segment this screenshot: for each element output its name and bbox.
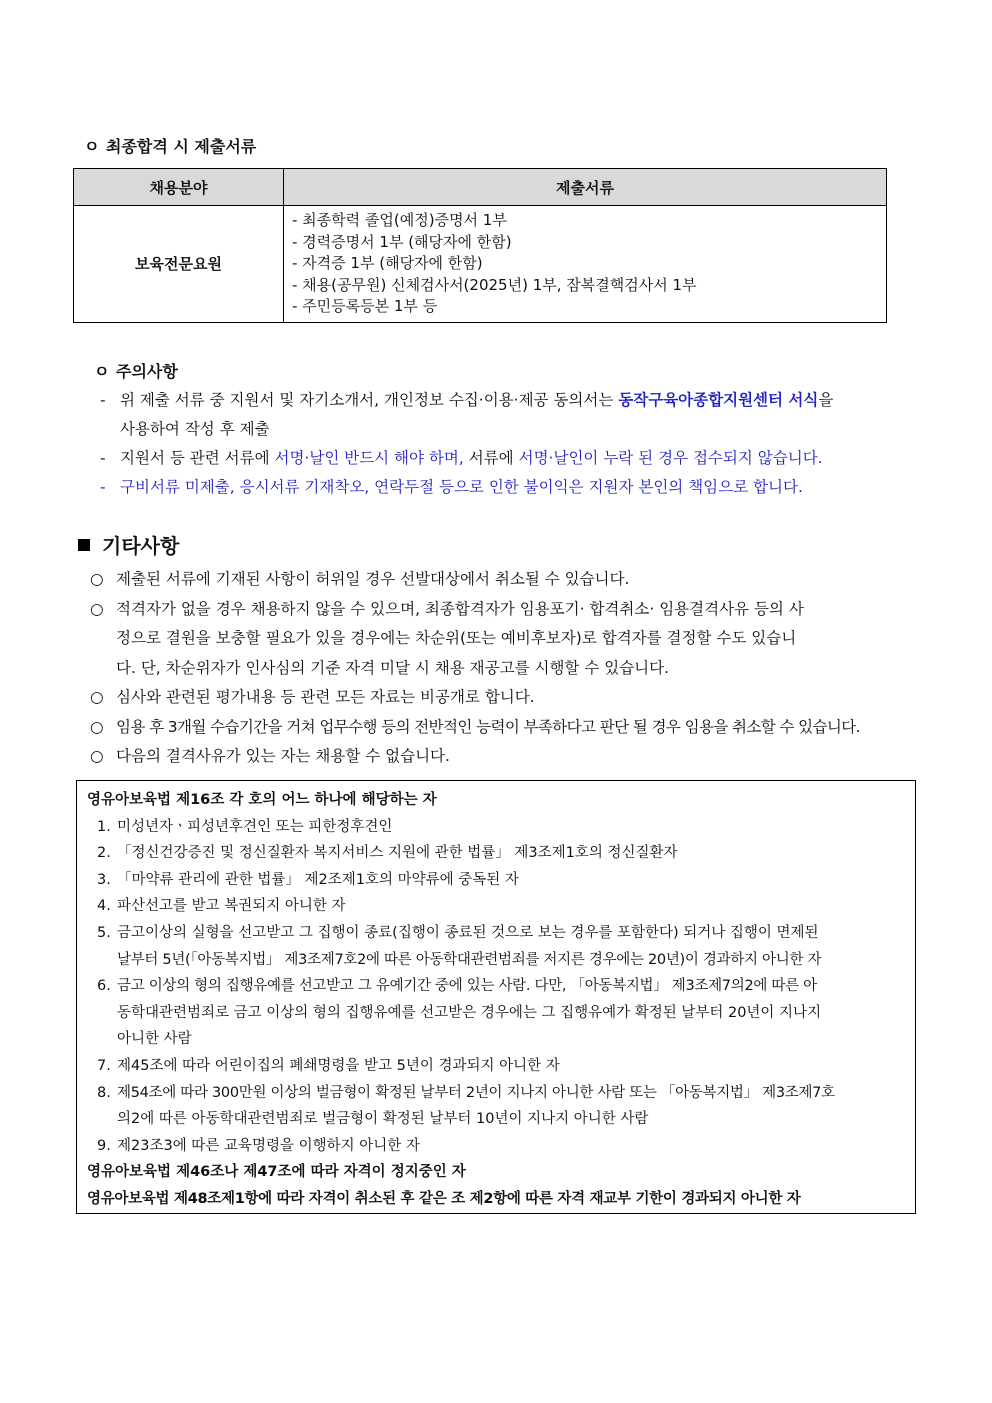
etc-text: 다. 단, 차순위자가 인사심의 기준 자격 미달 시 채용 재공고를 시행할 수 있습니다. xyxy=(116,658,670,677)
caution-text: 지원서 등 관련 서류에 xyxy=(120,449,275,467)
document-item: - 최종학력 졸업(예정)증명서 1부 xyxy=(292,211,507,229)
item-text: 미성년자ㆍ피성년후견인 또는 피한정후견인 xyxy=(117,818,393,835)
etc-heading xyxy=(78,530,179,559)
item-text: 파산선고를 받고 복권되지 아니한 자 xyxy=(117,898,346,915)
dash-marker: - xyxy=(100,449,106,467)
final-docs-heading xyxy=(84,134,256,157)
caution-highlight: 서명·날인 반드시 해야 하며, xyxy=(274,449,464,467)
item-text: 제54조에 따라 300만원 이상의 벌금형이 확정된 날부터 2년이 지나지 아니한 사람 또는 「아동복지법」 제3조제7호 xyxy=(117,1084,835,1101)
circle-bullet-icon: ○ xyxy=(90,688,104,706)
circle-bullet-icon: ○ xyxy=(90,747,104,765)
list-item xyxy=(87,973,905,1053)
document-item: - 채용(공무원) 신체검사서(2025년) 1부, 잠복결핵검사서 1부 xyxy=(292,275,697,294)
circle-bullet-icon: ○ xyxy=(90,599,104,618)
list-item xyxy=(87,1053,905,1080)
etc-text: 정으로 결원을 보충할 필요가 있을 경우에는 차순위(또는 예비후보자)로 합격자를 결정할 수도 있습니 xyxy=(116,629,797,647)
etc-item xyxy=(90,595,922,684)
item-text: 금고이상의 실형을 선고받고 그 집행이 종료(집행이 종료된 것으로 보는 경우를 포함한다) 되거나 집행이 면제된 xyxy=(117,924,819,941)
item-text: 의2에 따른 아동학대관련범죄로 벌금형이 확정된 날부터 10년이 지나지 아니한 사람 xyxy=(117,1111,649,1128)
disqualification-footer: 영유아보육법 제48조제1항에 따라 자격이 취소된 후 같은 조 제2항에 따른 자격 재교부 기한이 경과되지 아니한 자 xyxy=(87,1190,801,1207)
item-text: 금고 이상의 형의 집행유예를 선고받고 그 유예기간 중에 있는 사람. 다만, 「아동복지법」 제3조제7의2에 따른 아 xyxy=(117,978,817,995)
item-text: 아니한 사람 xyxy=(117,1031,192,1048)
item-text: 날부터 5년(「아동복지법」 제3조제7호2에 따른 아동학대관련범죄를 저지른 경우에는 20년)이 경과하지 아니한 자 xyxy=(117,951,822,968)
caution-highlight: 동작구육아종합지원센터 서식 xyxy=(618,391,819,409)
document-item: - 경력증명서 1부 (해당자에 한함) xyxy=(292,232,512,251)
etc-text: 임용 후 3개월 수습기간을 거쳐 업무수행 등의 전반적인 능력이 부족하다고 판단 될 경우 임용을 취소할 수 있습니다. xyxy=(116,717,860,736)
etc-text: 다음의 결격사유가 있는 자는 채용할 수 없습니다. xyxy=(116,747,450,765)
caution-text: 서류에 xyxy=(463,449,519,467)
document-item: - 주민등록등본 1부 등 xyxy=(292,297,438,315)
final-docs-heading-text: 최종합격 시 제출서류 xyxy=(106,137,257,156)
caution-heading-text: 주의사항 xyxy=(116,362,178,381)
item-number: 3. xyxy=(97,871,111,888)
item-text: 「마약류 관리에 관한 법률」 제2조제1호의 마약류에 중독된 자 xyxy=(117,871,519,888)
disqualification-heading: 영유아보육법 제16조 각 호의 어느 하나에 해당하는 자 xyxy=(87,792,437,808)
list-item xyxy=(87,920,905,973)
square-bullet-icon xyxy=(78,539,90,551)
item-number: 1. xyxy=(97,818,111,835)
list-item xyxy=(87,1080,905,1133)
dash-marker: - xyxy=(100,391,106,409)
item-number: 7. xyxy=(97,1057,111,1074)
list-item xyxy=(87,814,905,841)
caution-item xyxy=(100,473,915,502)
item-number: 9. xyxy=(97,1137,111,1154)
item-text: 제45조에 따라 어린이집의 폐쇄명령을 받고 5년이 경과되지 아니한 자 xyxy=(117,1057,560,1074)
etc-list xyxy=(90,565,922,772)
circle-bullet-icon: ○ xyxy=(90,717,104,736)
caution-text: 위 제출 서류 중 지원서 및 자기소개서, 개인정보 수집·이용·제공 동의서는 xyxy=(120,391,619,409)
caution-text: 구비서류 미제출, 응시서류 기재착오, 연락두절 등으로 인한 불이익은 지원자 본인의 책임으로 합니다. xyxy=(120,478,803,496)
etc-item xyxy=(90,565,922,595)
document-item: - 자격증 1부 (해당자에 한함) xyxy=(292,254,483,272)
dash-marker: - xyxy=(100,478,106,496)
etc-text: 적격자가 없을 경우 채용하지 않을 수 있으며, 최종합격자가 임용포기· 합격취소· 임용결격사유 등의 사 xyxy=(116,599,804,618)
list-item xyxy=(87,1133,905,1160)
disqualification-footer: 영유아보육법 제46조나 제47조에 따라 자격이 정지중인 자 xyxy=(87,1164,466,1181)
list-item xyxy=(87,893,905,920)
item-text: 제23조3에 따른 교육명령을 이행하지 아니한 자 xyxy=(117,1137,420,1154)
disqualification-box xyxy=(76,780,916,1214)
etc-heading-text: 기타사항 xyxy=(102,534,180,558)
final-docs-table xyxy=(73,168,887,323)
etc-item xyxy=(90,742,922,772)
list-item xyxy=(87,840,905,867)
table-row xyxy=(74,206,887,323)
list-item xyxy=(87,867,905,894)
caution-item xyxy=(100,386,915,444)
etc-item xyxy=(90,683,922,713)
caution-text: 을 xyxy=(818,391,834,409)
item-number: 2. xyxy=(97,845,111,862)
col-header-field: 채용분야 xyxy=(74,169,284,206)
caution-item xyxy=(100,444,915,473)
item-number: 6. xyxy=(97,978,111,995)
etc-text: 심사와 관련된 평가내용 등 관련 모든 자료는 비공개로 합니다. xyxy=(116,688,535,706)
circle-bullet-icon: ○ xyxy=(90,570,104,588)
item-number: 5. xyxy=(97,924,111,941)
etc-text: 제출된 서류에 기재된 사항이 허위일 경우 선발대상에서 취소될 수 있습니다. xyxy=(116,570,630,588)
item-text: 동학대관련범죄로 금고 이상의 형의 집행유예를 선고받은 경우에는 그 집행유예가 확정된 날부터 20년이 지나지 xyxy=(117,1004,822,1021)
caution-heading xyxy=(94,359,178,382)
heading-bullet: ㅇ xyxy=(84,137,100,156)
item-text: 「정신건강증진 및 정신질환자 복지서비스 지원에 관한 법률」 제3조제1호의 정신질환자 xyxy=(117,845,678,862)
col-header-documents: 제출서류 xyxy=(284,169,887,206)
table-header-row xyxy=(74,169,887,206)
caution-highlight: 서명·날인이 누락 된 경우 접수되지 않습니다. xyxy=(518,449,823,467)
documents-cell xyxy=(284,206,887,323)
caution-list xyxy=(100,386,915,502)
item-number: 4. xyxy=(97,898,111,915)
field-cell: 보육전문요원 xyxy=(74,206,284,323)
item-number: 8. xyxy=(97,1084,111,1101)
heading-bullet: ㅇ xyxy=(94,362,110,381)
etc-item xyxy=(90,713,922,743)
caution-text: 사용하여 작성 후 제출 xyxy=(120,420,270,438)
